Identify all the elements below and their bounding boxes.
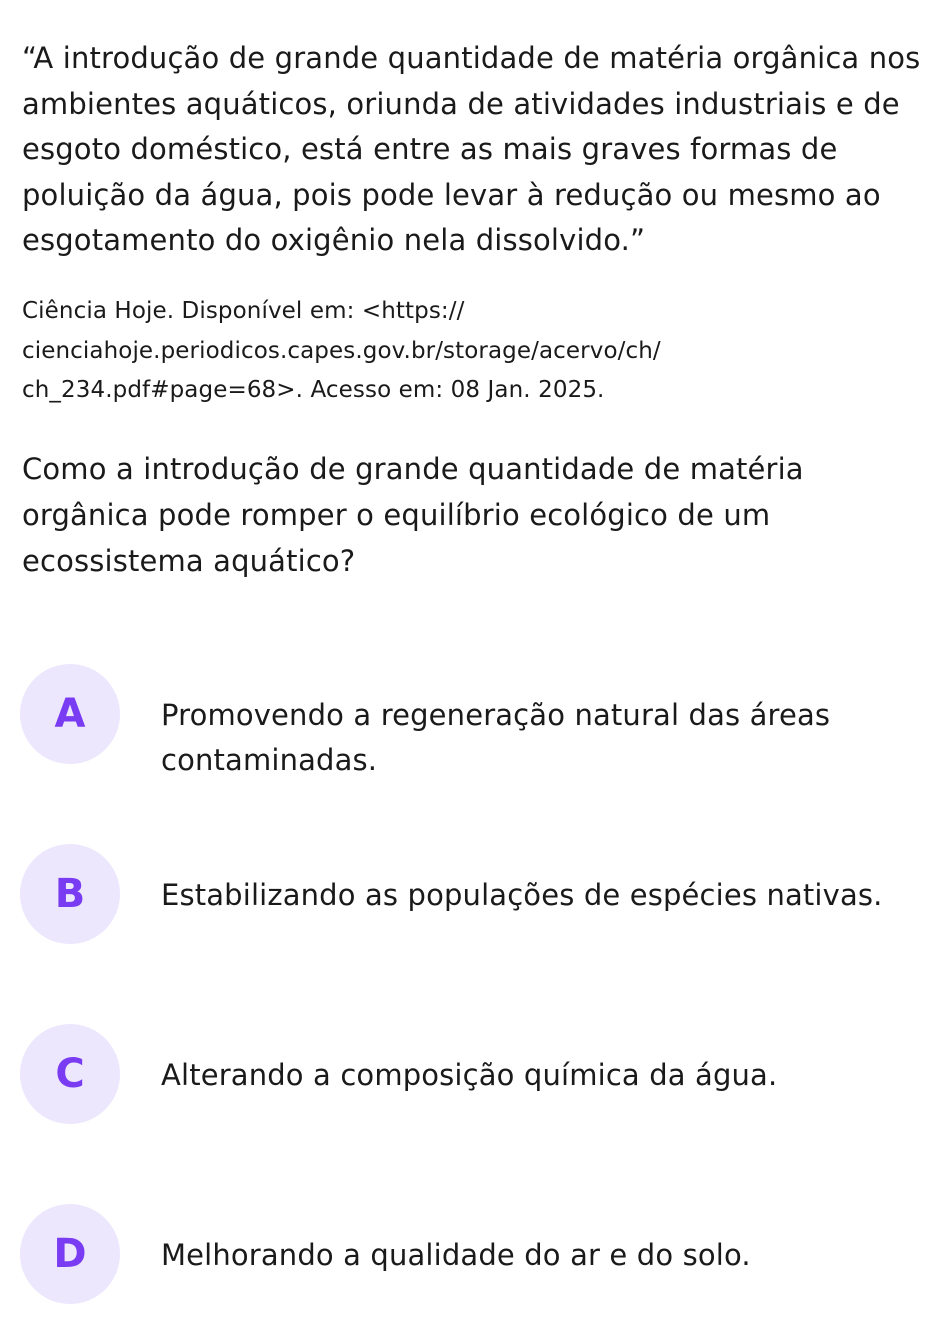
option-a-text[interactable]: Promovendo a regeneração natural das áreas contaminadas. bbox=[161, 698, 831, 777]
option-b-text[interactable]: Estabilizando as populações de espécies nativas. bbox=[161, 878, 883, 912]
quote-text: “A introdução de grande quantidade de matéria orgânica nos ambientes aquáticos, oriunda de atividades industriais e de esgoto doméstico, está entre as mais graves formas de poluição da água, pois pode levar à redução ou mesmo ao esgotamento do oxigênio nela dissolvido.” bbox=[22, 41, 921, 257]
option-a-badge[interactable]: A bbox=[20, 664, 120, 764]
option-d-badge[interactable]: D bbox=[20, 1204, 120, 1304]
option-b-badge[interactable]: B bbox=[20, 844, 120, 944]
question-text: Como a introdução de grande quantidade de matéria orgânica pode romper o equilíbrio ecológico de um ecossistema aquático? bbox=[22, 452, 804, 578]
option-d-text[interactable]: Melhorando a qualidade do ar e do solo. bbox=[161, 1238, 751, 1272]
option-c-badge[interactable]: C bbox=[20, 1024, 120, 1124]
option-c-text[interactable]: Alterando a composição química da água. bbox=[161, 1058, 778, 1092]
source-citation: Ciência Hoje. Disponível em: <https:// cienciahoje.periodicos.capes.gov.br/storage/acervo/ch/ ch_234.pdf#page=68>. Acesso em: 08 Jan. 2025. bbox=[22, 298, 661, 403]
